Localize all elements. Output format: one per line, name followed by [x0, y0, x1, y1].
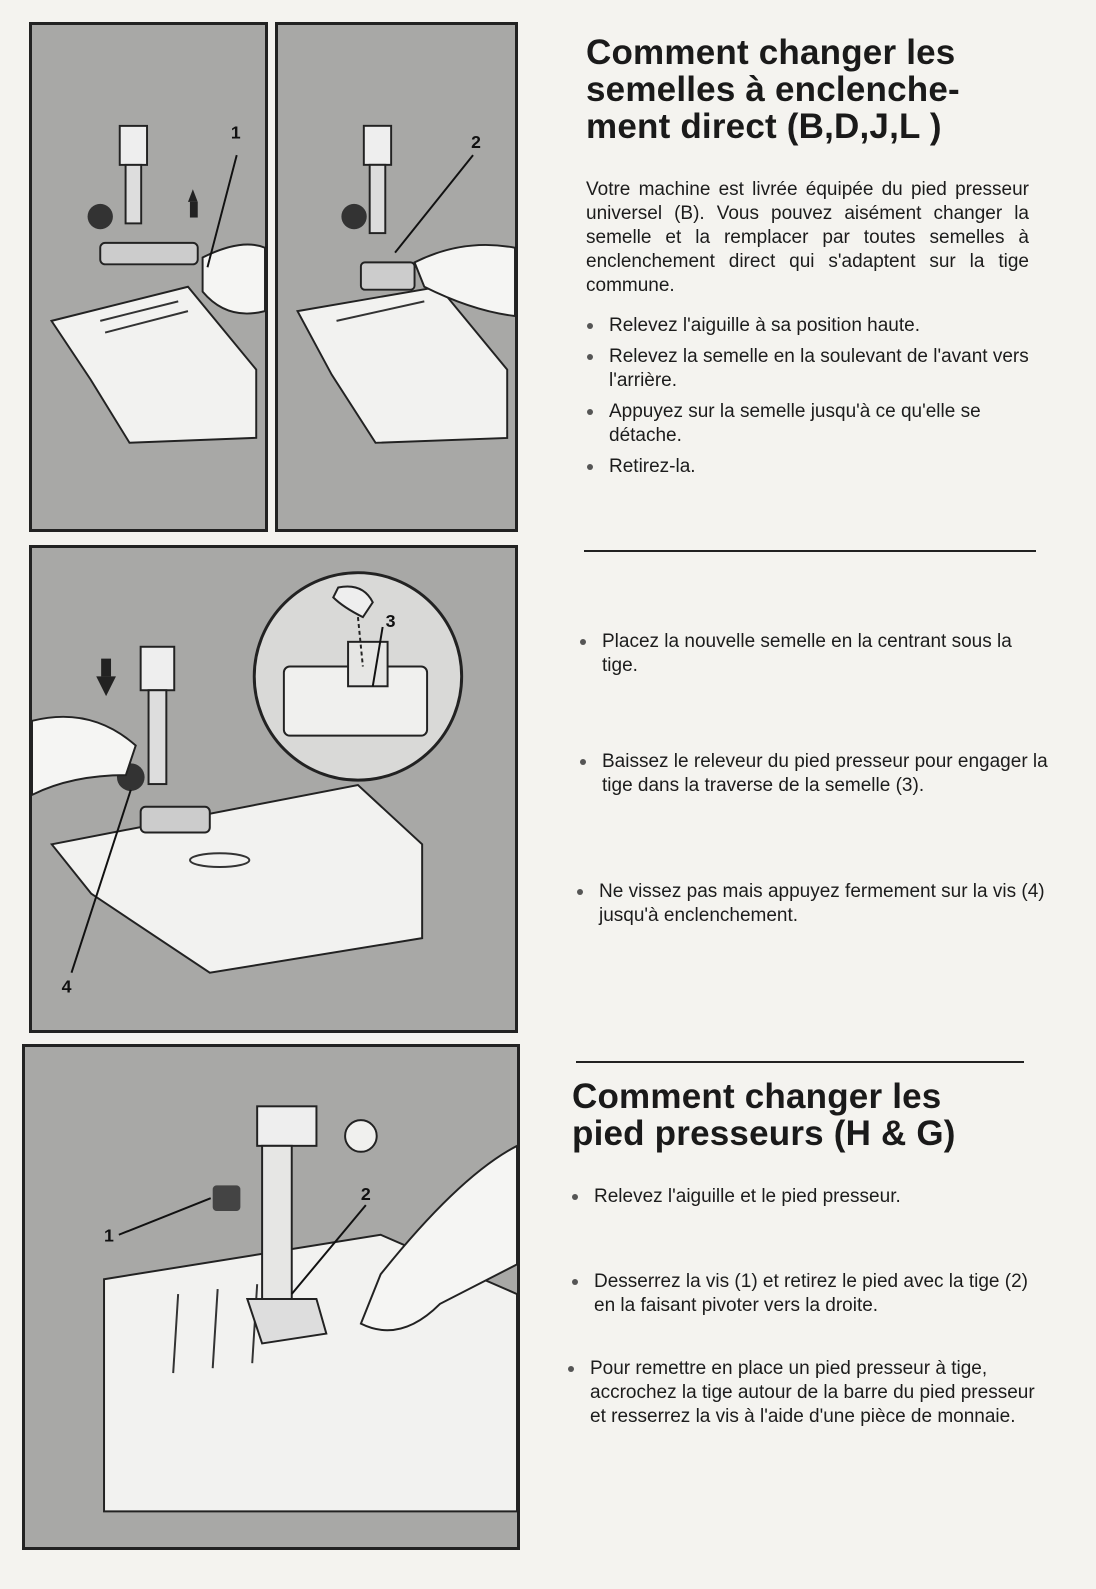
callout-label: 1 — [104, 1225, 114, 1246]
section3-step-3: Pour remettre en place un pied presseur à tige, accrochez la tige autour de la barre du pied presseur et resserrez la vis à l'aide d'une pièce de monnaie. — [564, 1357, 1040, 1429]
shank-foot-drawing — [25, 1047, 517, 1547]
presser-foot-drawing — [32, 25, 265, 529]
illustration-remove-foot-1 — [29, 22, 268, 532]
step-item: Relevez la semelle en la soulevant de l'avant vers l'arrière. — [583, 345, 1029, 393]
illustration-change-shank-foot — [22, 1044, 520, 1550]
callout-label: 3 — [385, 611, 396, 632]
title-line: Comment changer les — [586, 33, 956, 72]
step-item: Retirez-la. — [583, 455, 1029, 479]
title-line: semelles à enclenche- — [586, 70, 960, 109]
step-item: Relevez l'aiguille à sa position haute. — [583, 314, 1029, 338]
section1-steps — [583, 314, 1029, 486]
callout-label: 2 — [360, 1184, 371, 1205]
presser-foot-drawing — [278, 25, 515, 529]
section3-step-1: Relevez l'aiguille et le pied presseur. — [568, 1185, 1044, 1209]
title-line: ment direct (B,D,J,L ) — [586, 107, 942, 146]
section2-step-2: Baissez le releveur du pied presseur pour engager la tige dans la traverse de la semelle (3). — [576, 750, 1052, 798]
section-divider — [576, 1061, 1024, 1063]
callout-label: 1 — [230, 122, 241, 143]
section1-intro: Votre machine est livrée équipée du pied presseur universel (B). Vous pouvez aisément changer la semelle et la remplacer par toutes semelles à enclenchement direct qui s'adaptent sur la tige commune. — [586, 179, 1029, 296]
callout-label: 2 — [471, 132, 481, 153]
callout-label: 4 — [61, 976, 72, 997]
section3-step-2: Desserrez la vis (1) et retirez le pied avec la tige (2) en la faisant pivoter vers la droite. — [568, 1270, 1044, 1318]
illustration-attach-foot — [29, 545, 518, 1033]
section2-step-1: Placez la nouvelle semelle en la centrant sous la tige. — [576, 630, 1052, 678]
section-divider — [584, 550, 1036, 552]
step-item: Appuyez sur la semelle jusqu'à ce qu'elle se détache. — [583, 400, 1029, 448]
illustration-remove-foot-2 — [275, 22, 518, 532]
title-line: pied presseurs (H & G) — [572, 1114, 956, 1153]
section2-step-3: Ne vissez pas mais appuyez fermement sur la vis (4) jusqu'à enclenchement. — [573, 880, 1049, 928]
presser-foot-attach-drawing — [32, 548, 515, 1030]
title-line: Comment changer les — [572, 1077, 942, 1116]
section3-title — [572, 1078, 1052, 1152]
section1-title — [586, 34, 1066, 145]
